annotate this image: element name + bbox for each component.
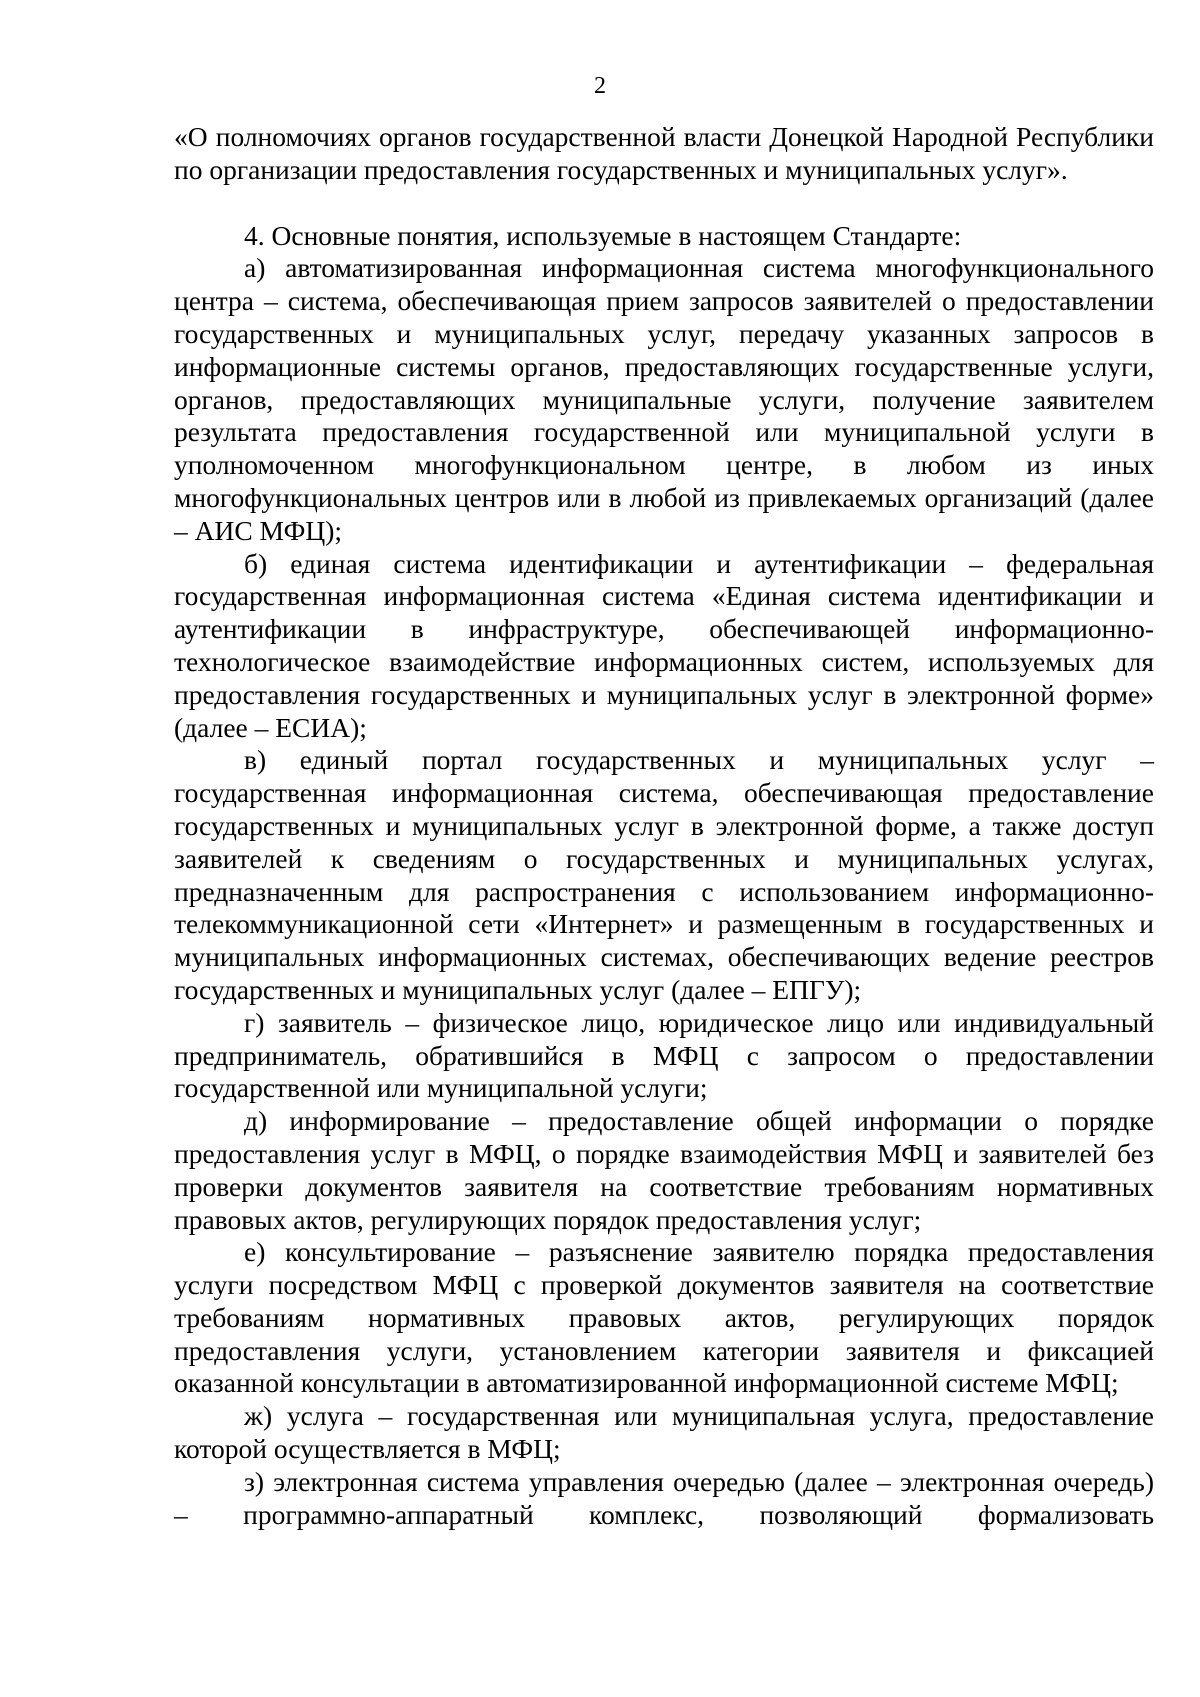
- page-number: 2: [594, 73, 606, 99]
- definition-v: в) единый портал государственных и муниципальных услуг – государственная информационная система, обеспечивающая предоставление государственных и муниципальных услуг в электронной форме, а также доступ заявителей к сведениям о государственных и муниципальных услугах, предназначенным для распространения с использованием информационно-телекоммуникационной сети «Интернет» и размещенным в государственных и муниципальных информационных системах, обеспечивающих ведение реестров государственных и муниципальных услуг (далее – ЕПГУ);: [174, 744, 1154, 1005]
- document-body: [174, 121, 1154, 1531]
- definition-a: а) автоматизированная информационная система многофункционального центра – система, обеспечивающая прием запросов заявителей о предоставлении государственных и муниципальных услуг, передачу указанных запросов в информационные системы органов, предоставляющих государственные услуги, органов, предоставляющих муниципальные услуги, получение заявителем результата предоставления государственной или муниципальной услуги в уполномоченном многофункциональном центре, в любом из иных многофункциональных центров или в любой из привлекаемых организаций (далее – АИС МФЦ);: [174, 252, 1154, 546]
- section-heading: 4. Основные понятия, используемые в настоящем Стандарте:: [244, 219, 962, 251]
- definition-g: г) заявитель – физическое лицо, юридическое лицо или индивидуальный предприниматель, обратившийся в МФЦ с запросом о предоставлении государственной или муниципальной услуги;: [174, 1006, 1154, 1104]
- intro-paragraph: «О полномочиях органов государственной власти Донецкой Народной Республики по организации предоставления государственных и муниципальных услуг».: [174, 121, 1154, 185]
- definition-e: е) консультирование – разъяснение заявителю порядка предоставления услуги посредством МФЦ с проверкой документов заявителя на соответствие требованиям нормативных правовых актов, регулирующих порядок предоставления услуги, установлением категории заявителя и фиксацией оказанной консультации в автоматизированной информационной системе МФЦ;: [174, 1236, 1154, 1399]
- definition-z: з) электронная система управления очередью (далее – электронная очередь) – программно-аппаратный комплекс, позволяющий формализовать: [174, 1465, 1154, 1530]
- definition-b: б) единая система идентификации и аутентификации – федеральная государственная информационная система «Единая система идентификации и аутентификации в инфраструктуре, обеспечивающей информационно-технологическое взаимодействие информационных систем, используемых для предоставления государственных и муниципальных услуг в электронной форме» (далее – ЕСИА);: [174, 547, 1154, 743]
- definition-zh: ж) услуга – государственная или муниципальная услуга, предоставление которой осуществляется в МФЦ;: [174, 1400, 1154, 1465]
- definition-d: д) информирование – предоставление общей информации о порядке предоставления услуг в МФЦ, о порядке взаимодействия МФЦ и заявителей без проверки документов заявителя на соответствие требованиям нормативных правовых актов, регулирующих порядок предоставления услуг;: [174, 1105, 1154, 1235]
